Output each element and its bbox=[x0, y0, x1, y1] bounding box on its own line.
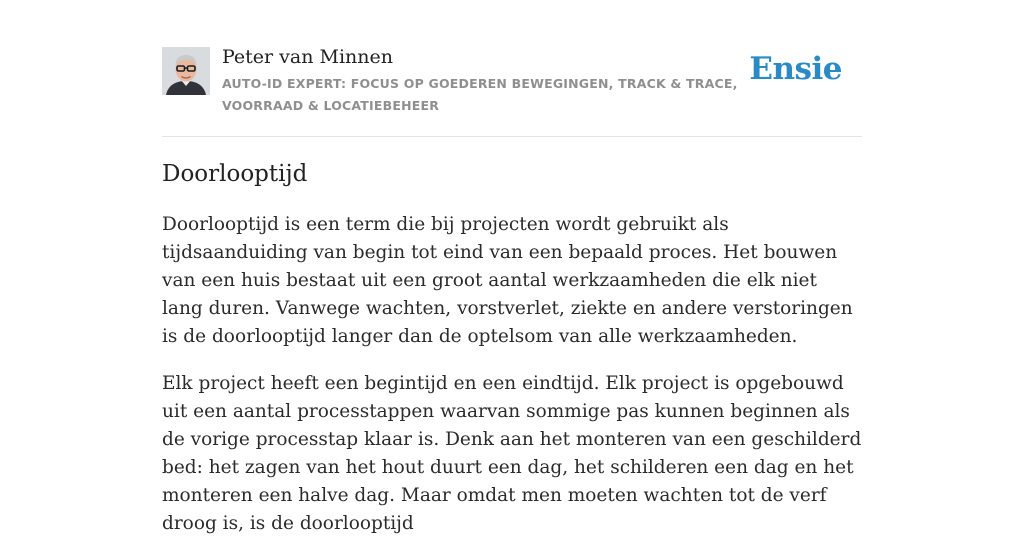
article-paragraph-2: Elk project heeft een begintijd en een eindtijd. Elk project is opgebouwd uit een aantal processtappen waarvan sommige pas kunnen beginnen als de vorige processtap klaar is. Denk aan het monteren van een geschilderd bed: het zagen van het hout duurt een dag, het schilderen een dag en het monteren een halve dag. Maar omdat men moeten wachten tot de verf droog is, is de doorlooptijd bbox=[162, 373, 862, 534]
ensie-logo-link[interactable]: Ensie bbox=[749, 51, 842, 87]
article-title: Doorlooptijd bbox=[162, 161, 308, 187]
author-tagline: AUTO-ID EXPERT: FOCUS OP GOEDEREN BEWEGINGEN, TRACK & TRACE, VOORRAAD & LOCATIEBEHEER bbox=[222, 76, 738, 113]
person-photo-icon bbox=[162, 47, 210, 95]
author-name[interactable]: Peter van Minnen bbox=[222, 46, 393, 68]
article bbox=[162, 156, 862, 538]
author-avatar[interactable] bbox=[162, 47, 210, 95]
article-paragraph-1: Doorlooptijd is een term die bij projecten wordt gebruikt als tijdsaanduiding van begin tot eind van een bepaald proces. Het bouwen van een huis bestaat uit een groot aantal werkzaamheden die elk niet lang duren. Vanwege wachten, vorstverlet, ziekte en andere verstoringen is de doorlooptijd langer dan de optelsom van alle werkzaamheden. bbox=[162, 214, 853, 347]
author-header bbox=[162, 46, 862, 137]
